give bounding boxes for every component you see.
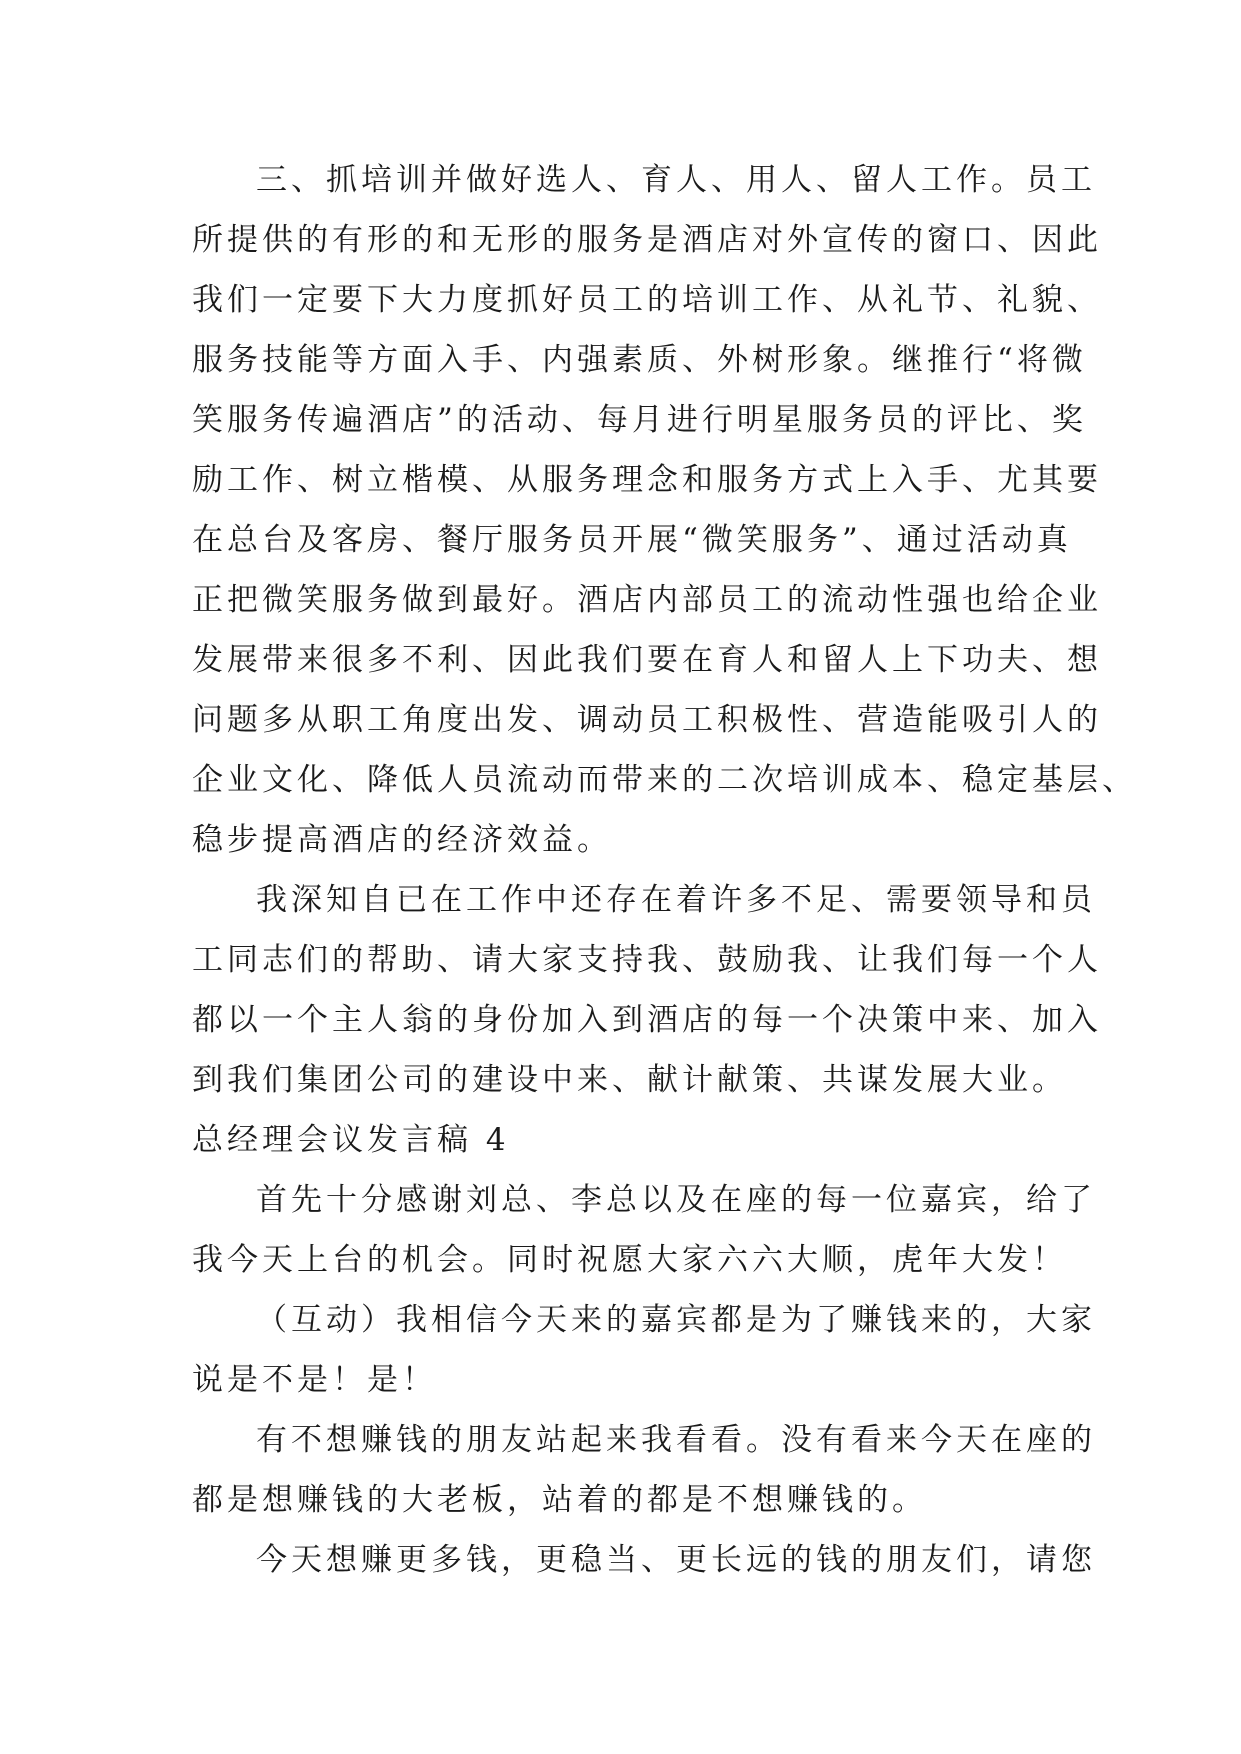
paragraph-line: 我今天上台的机会。同时祝愿大家六六大顺，虎年大发！: [192, 1242, 1067, 1278]
paragraph-line: 问题多从职工角度出发、调动员工积极性、营造能吸引人的: [192, 702, 1102, 738]
paragraph-interaction: [192, 1290, 1096, 1410]
paragraph-line: 都以一个主人翁的身份加入到酒店的每一个决策中来、加入: [192, 1002, 1102, 1038]
paragraph-thanks: [192, 1170, 1096, 1290]
paragraph-line: 发展带来很多不利、因此我们要在育人和留人上下功夫、想: [192, 642, 1102, 678]
paragraph-invitation: [192, 1530, 1096, 1590]
paragraph-line: （互动）我相信今天来的嘉宾都是为了赚钱来的，大家: [256, 1302, 1096, 1338]
paragraph-line: 说是不是！是！: [192, 1362, 437, 1398]
paragraph-line: 今天想赚更多钱，更稳当、更长远的钱的朋友们，请您: [256, 1542, 1096, 1578]
paragraph-line: 在总台及客房、餐厅服务员开展“微笑服务”、通过活动真: [192, 522, 1072, 558]
paragraph-line: 工同志们的帮助、请大家支持我、鼓励我、让我们每一个人: [192, 942, 1102, 978]
paragraph-line: 稳步提高酒店的经济效益。: [192, 822, 612, 858]
paragraph-line: 企业文化、降低人员流动而带来的二次培训成本、稳定基层、: [192, 762, 1137, 798]
paragraph-line: 我们一定要下大力度抓好员工的培训工作、从礼节、礼貌、: [192, 282, 1102, 318]
section-heading: 总经理会议发言稿 4: [192, 1122, 510, 1158]
paragraph-line: 所提供的有形的和无形的服务是酒店对外宣传的窗口、因此: [192, 222, 1102, 258]
paragraph-line: 都是想赚钱的大老板，站着的都是不想赚钱的。: [192, 1482, 927, 1518]
paragraph-self-reflection: [192, 870, 1102, 1110]
document-page: [192, 150, 1137, 1590]
paragraph-line: 到我们集团公司的建设中来、献计献策、共谋发展大业。: [192, 1062, 1067, 1098]
paragraph-line: 服务技能等方面入手、内强素质、外树形象。继推行“将微: [192, 342, 1087, 378]
paragraph-line: 我深知自已在工作中还存在着许多不足、需要领导和员: [256, 882, 1096, 918]
paragraph-line: 笑服务传遍酒店”的活动、每月进行明星服务员的评比、奖: [192, 402, 1087, 438]
paragraph-line: 正把微笑服务做到最好。酒店内部员工的流动性强也给企业: [192, 582, 1102, 618]
paragraph-stand-up: [192, 1410, 1096, 1530]
paragraph-training: [192, 150, 1137, 870]
paragraph-line: 励工作、树立楷模、从服务理念和服务方式上入手、尤其要: [192, 462, 1102, 498]
paragraph-line: 有不想赚钱的朋友站起来我看看。没有看来今天在座的: [256, 1422, 1096, 1458]
paragraph-line: 首先十分感谢刘总、李总以及在座的每一位嘉宾，给了: [256, 1182, 1096, 1218]
paragraph-line: 三、抓培训并做好选人、育人、用人、留人工作。员工: [256, 162, 1096, 198]
